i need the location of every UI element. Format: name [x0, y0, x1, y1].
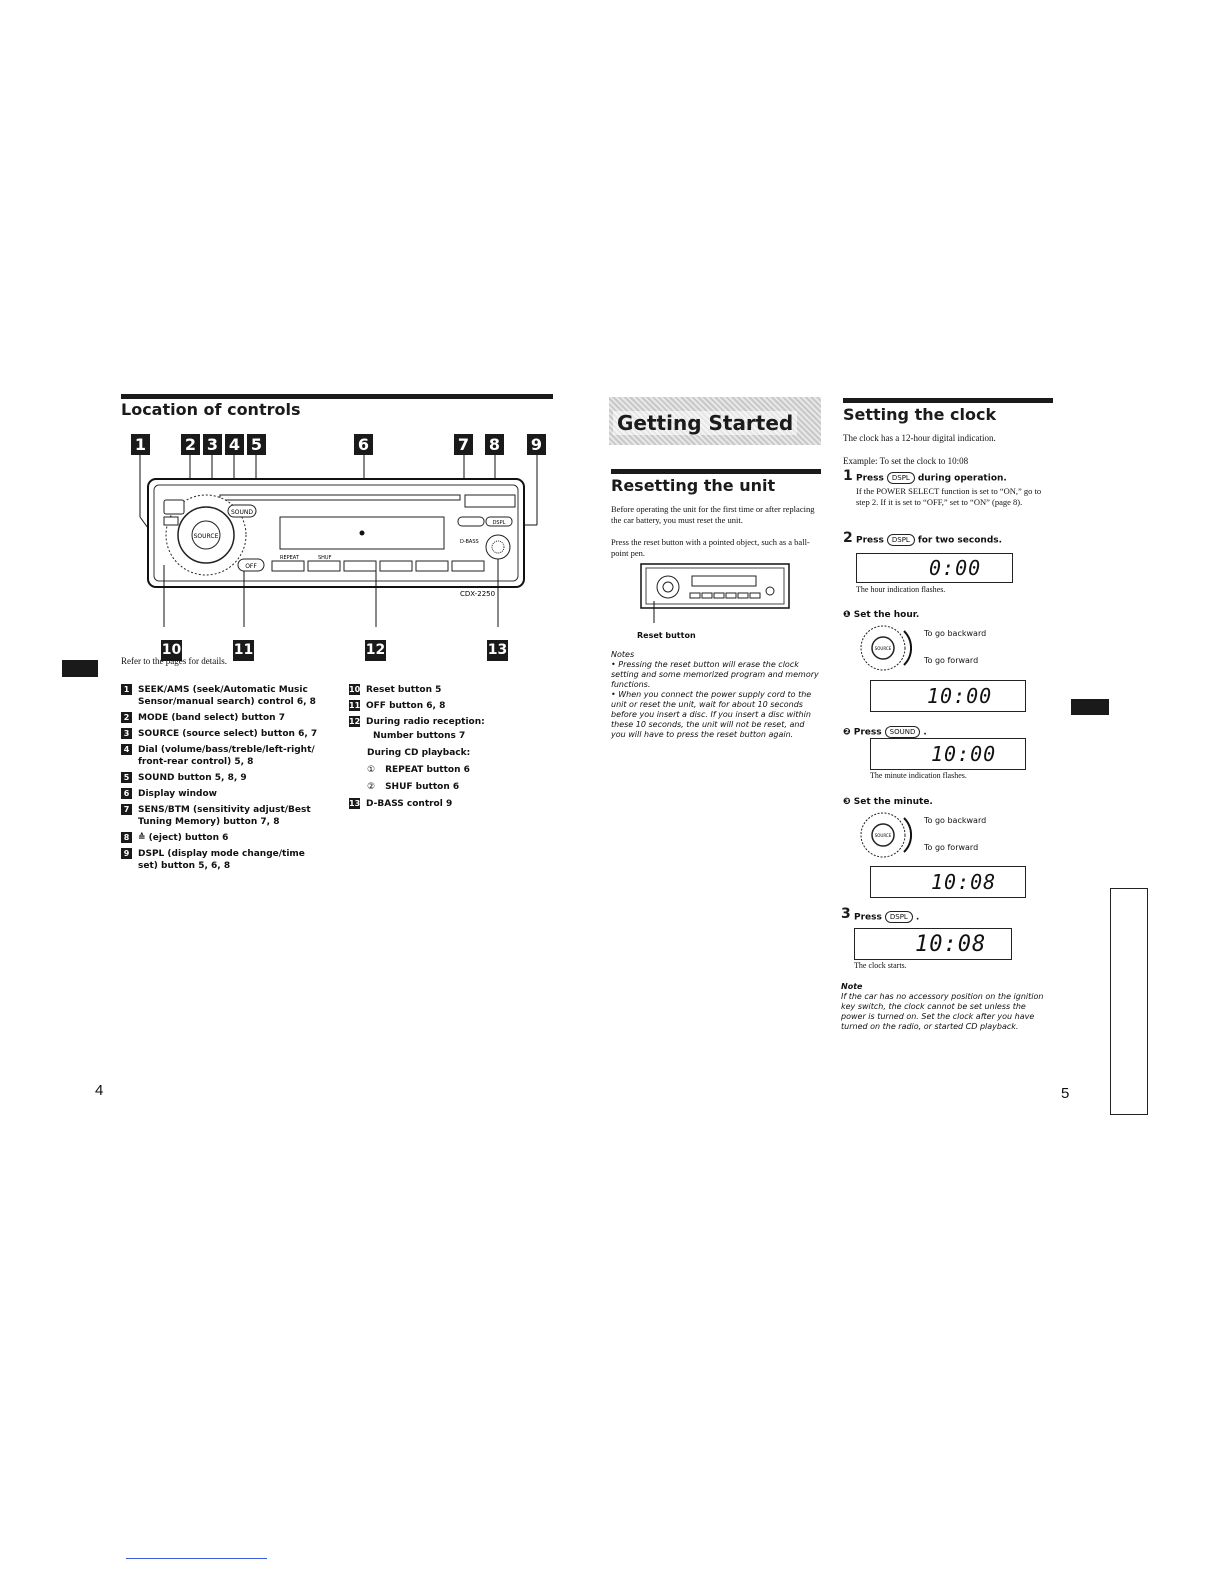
control-sub: During CD playback: — [367, 748, 471, 758]
badge-2: 2 — [181, 434, 200, 455]
badge-11: 11 — [233, 640, 254, 661]
dial-source-label: SOURCE — [193, 533, 219, 540]
dbass-label: D-BASS — [460, 539, 479, 545]
backward-label: To go backward — [924, 629, 987, 638]
sound-btn-label: SOUND — [230, 509, 254, 516]
right-title-rule — [843, 398, 1053, 403]
step1: Press DSPL during operation. — [856, 473, 1007, 484]
control-item: 10 Reset button 5 — [349, 685, 442, 695]
page-number-left: 4 — [95, 1082, 104, 1099]
badge-13: 13 — [487, 640, 508, 661]
shuf-label: SHUF — [318, 555, 332, 561]
control-item: 5 SOUND button 5, 8, 9 — [121, 772, 321, 784]
badge-10: 10 — [161, 640, 182, 661]
dspl-button: DSPL — [885, 911, 913, 923]
control-item: 2 MODE (band select) button 7 — [121, 712, 321, 724]
lcd5-caption: The clock starts. — [854, 961, 907, 970]
control-item: 6 Display window — [121, 788, 321, 800]
reset-button-label: Reset button — [637, 631, 696, 640]
badge-12: 12 — [365, 640, 386, 661]
step1-number: 1 — [843, 468, 853, 484]
source-knob-icon — [858, 623, 918, 673]
control-item: 13 D-BASS control 9 — [349, 799, 453, 809]
substep2: ❷ Press SOUND . — [843, 727, 927, 738]
clock-note-title: Note — [841, 982, 863, 991]
reset-illustration — [640, 563, 790, 633]
badge-3: 3 — [203, 434, 222, 455]
substep1: ❶ Set the hour. — [843, 610, 920, 620]
lcd-display: 10:08 — [854, 928, 1012, 960]
clock-note: If the car has no accessory position on the ignition key switch, the clock cannot be set unless the power is turned on. Set the clock after you have turned on the radio, or started CD playback. — [841, 992, 1044, 1031]
step1-detail: If the POWER SELECT function is set to “ON,” go to step 2. If it is set to “OFF,” set to “ON” (page 8). — [856, 486, 1042, 507]
substep3: ❸ Set the minute. — [843, 797, 933, 807]
getting-started-banner — [609, 397, 821, 445]
controls-list-2 — [349, 684, 519, 814]
banner-title: Getting Started — [613, 411, 797, 435]
circled-1-icon: ① — [367, 765, 376, 775]
control-item: 3 SOURCE (source select) button 6, 7 — [121, 728, 321, 740]
lcd3-caption: The minute indication flashes. — [870, 771, 967, 780]
middle-title: Resetting the unit — [611, 476, 776, 495]
step3-number: 3 — [841, 906, 851, 922]
dspl-button: DSPL — [887, 534, 915, 546]
control-item: 12 During radio reception: — [349, 717, 485, 727]
lcd-display: 10:08 — [870, 866, 1026, 898]
control-item: 11 OFF button 6, 8 — [349, 701, 446, 711]
control-item: 7 SENS/BTM (sensitivity adjust/Best Tuning Memory) button 7, 8 — [121, 804, 321, 828]
badge-8: 8 — [485, 434, 504, 455]
control-item: 4 Dial (volume/bass/treble/left-right/ front-rear control) 5, 8 — [121, 744, 321, 768]
page-number-right: 5 — [1061, 1085, 1070, 1102]
lcd-display: 0:00 — [856, 553, 1013, 583]
note-2: • When you connect the power supply cord to the unit or reset the unit, wait for about 10 seconds before you insert a disc. If you insert a disc within these 10 seconds, the unit will not be reset, and you will have to press the reset button again. — [611, 690, 812, 739]
middle-para2: Press the reset button with a pointed object, such as a ball-point pen. — [611, 537, 810, 558]
footnote-rule — [126, 1558, 267, 1559]
backward-label: To go backward — [924, 816, 987, 825]
control-sub: ① REPEAT button 6 — [367, 765, 470, 775]
dspl-btn-label: DSPL — [492, 520, 506, 526]
lcd-display: 10:00 — [870, 680, 1026, 712]
right-title: Setting the clock — [843, 405, 997, 424]
clock-intro: The clock has a 12-hour digital indication. — [843, 433, 996, 443]
svg-text:SOURCE: SOURCE — [874, 833, 892, 838]
middle-para1: Before operating the unit for the first time or after replacing the car battery, you must reset the unit. — [611, 504, 815, 525]
side-index-box — [1110, 888, 1148, 1115]
clock-example: Example: To set the clock to 10:08 — [843, 456, 969, 466]
right-edge-tab — [1071, 699, 1109, 715]
step3: Press DSPL . — [854, 912, 920, 923]
source-knob-icon — [858, 810, 918, 860]
car-stereo-illustration — [120, 455, 560, 640]
badge-6: 6 — [354, 434, 373, 455]
control-item: 8 ≙ (eject) button 6 — [121, 832, 321, 844]
control-item: 1 SEEK/AMS (seek/Automatic Music Sensor/manual search) control 6, 8 — [121, 684, 321, 708]
note-1: • Pressing the reset button will erase the clock setting and some memorized program and memory functions. — [611, 660, 819, 689]
left-title: Location of controls — [121, 400, 301, 419]
model-label: CDX-2250 — [460, 590, 496, 598]
forward-label: To go forward — [924, 656, 979, 665]
refer-text: Refer to the pages for details. — [121, 656, 227, 666]
left-edge-tab — [62, 660, 98, 677]
forward-label: To go forward — [924, 843, 979, 852]
sound-button: SOUND — [885, 726, 921, 738]
control-item: 9 DSPL (display mode change/time set) button 5, 6, 8 — [121, 848, 321, 872]
badge-5: 5 — [247, 434, 266, 455]
control-sub: Number buttons 7 — [373, 731, 466, 741]
circled-2-icon: ② — [367, 782, 376, 792]
badge-4: 4 — [225, 434, 244, 455]
lcd1-caption: The hour indication flashes. — [856, 585, 946, 594]
left-title-rule — [121, 394, 553, 399]
lcd-display: 10:00 — [870, 738, 1026, 770]
middle-title-rule — [611, 469, 821, 474]
step2-number: 2 — [843, 530, 853, 546]
svg-text:SOURCE: SOURCE — [874, 646, 892, 651]
step2: Press DSPL for two seconds. — [856, 535, 1003, 546]
badge-7: 7 — [454, 434, 473, 455]
badge-1: 1 — [131, 434, 150, 455]
control-sub: ② SHUF button 6 — [367, 782, 460, 792]
controls-list-1 — [121, 684, 321, 876]
off-btn-label: OFF — [245, 563, 257, 570]
repeat-label: REPEAT — [280, 555, 299, 561]
badge-9: 9 — [527, 434, 546, 455]
notes-title: Notes — [611, 650, 635, 659]
dspl-button: DSPL — [887, 472, 915, 484]
